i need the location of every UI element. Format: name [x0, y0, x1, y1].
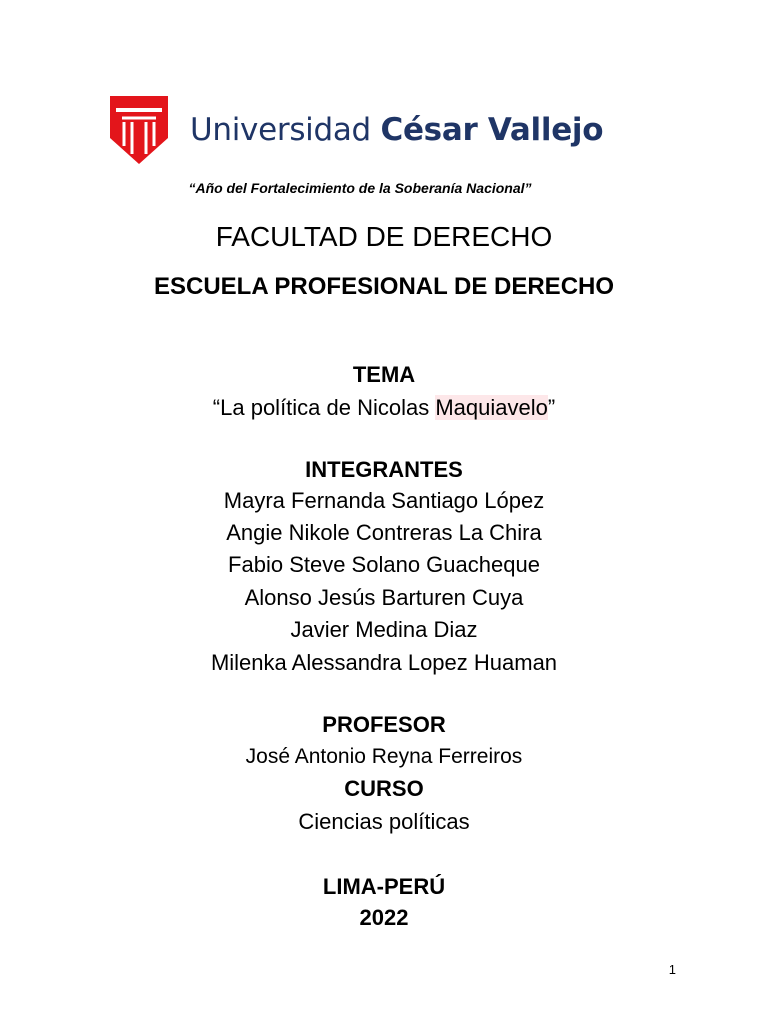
faculty-title: FACULTAD DE DERECHO [215, 221, 553, 252]
year: 2022 [359, 905, 409, 930]
school-title: ESCUELA PROFESIONAL DE DERECHO [153, 273, 615, 300]
university-name-bold: César Vallejo [380, 112, 604, 148]
member-name: Javier Medina Diaz [290, 617, 478, 642]
integrantes-heading: INTEGRANTES [305, 457, 463, 482]
tema-title-prefix: “La política de Nicolas [212, 395, 436, 420]
tema-heading: TEMA [352, 362, 416, 387]
location: LIMA-PERÚ [322, 874, 446, 899]
university-logo [110, 96, 603, 164]
university-name [190, 112, 603, 148]
member-name: Angie Nikole Contreras La Chira [226, 520, 542, 545]
tema-title-suffix: ” [547, 395, 556, 420]
member-name: Fabio Steve Solano Guacheque [228, 552, 540, 577]
profesor-name: José Antonio Reyna Ferreiros [245, 745, 523, 768]
profesor-heading: PROFESOR [322, 712, 446, 737]
member-name: Alonso Jesús Barturen Cuya [244, 585, 524, 610]
university-name-regular: Universidad [190, 112, 371, 148]
member-name: Milenka Alessandra Lopez Huaman [210, 650, 558, 675]
tema-title-highlight: Maquiavelo [435, 395, 548, 420]
national-motto: “Año del Fortalecimiento de la Soberanía Nacional” [188, 180, 532, 196]
page-number: 1 [668, 962, 676, 977]
curso-name: Ciencias políticas [298, 809, 470, 834]
tema-title [0, 395, 768, 421]
member-name: Mayra Fernanda Santiago López [223, 488, 545, 513]
shield-icon [110, 96, 168, 164]
curso-heading: CURSO [344, 776, 424, 801]
